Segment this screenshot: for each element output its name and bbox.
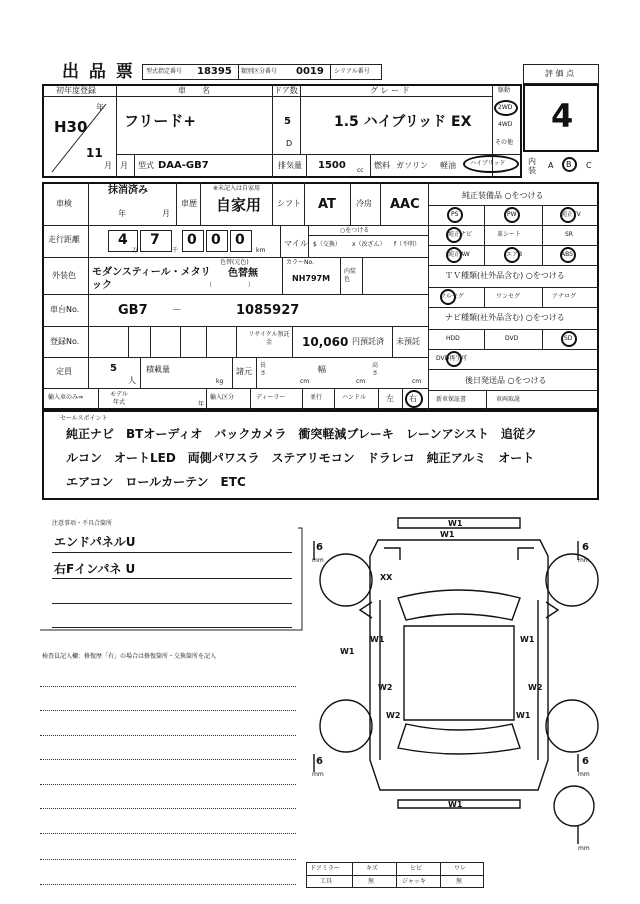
tread-rl-mm: mm [312,771,324,778]
model-label: 型式 [138,161,154,170]
displacement-unit: cc [357,167,364,174]
interior-label: 内装 [528,157,536,175]
length-label: 長さ [260,362,267,377]
history-note: ※未記入は自家用 [213,185,261,192]
import-type-label: 輸入区分 [210,394,235,401]
sales-line-2: ルコン オートLED 両側パワスラ ステアリモコン ドラレコ 純正アルミ オート [66,451,535,465]
capacity-unit: 人 [128,376,136,385]
sales-line-3: エアコン ロールカーテン ETC [66,475,246,489]
model-year-unit: 年 [198,401,205,408]
fuel-diesel: 軽油 [440,161,456,170]
recycle-value: 10,060 [302,335,349,349]
inspection-label: 車検 [56,199,72,208]
drive-label: 駆動 [498,87,511,94]
navi-sd: SD [564,335,573,342]
sales-line-1: 純正ナビ BTオーディオ バックカメラ 衝突軽減ブレーキ レーンアシスト 追従ク [66,427,537,441]
doors-label: ドア数 [274,86,298,95]
mileage-digit-3: 0 [187,232,197,248]
mark-right-front-door: W1 [520,635,535,644]
model-cert-label: 型式指定番号 [146,68,183,75]
eq-leather: 革シート [497,231,522,238]
year-unit: 年 [96,103,104,112]
month-unit-2: 月 [120,161,128,170]
width-cm: cm [356,378,366,385]
drive-4wd: 4WD [498,121,513,128]
shift-label: シフト [277,199,301,208]
eq-aw: 純正AW [448,251,470,258]
dims-label: 諸元 [236,367,252,376]
tv-fullseg: フルセグ [440,293,464,300]
tread-fr-mm: mm [578,557,590,564]
acc-header-1: ドアミラー [310,865,340,872]
reg-label: 登録No. [50,337,80,346]
mark-hood: W1 [440,530,455,539]
color-value: モダンスティール・メタリック [92,267,211,291]
mark-left-sill: W1 [340,647,355,656]
color-no-value: NH797M [292,274,331,283]
navi-hdd: HDD [446,335,460,342]
color-label: 外装色 [52,271,76,280]
height-label: 高さ [372,362,379,377]
mark-modified: x（改ざん） [352,241,386,248]
caution-line-1: エンドパネルU [54,535,136,549]
chassis-label: 車台No. [50,305,80,314]
tread-rr-mm: mm [578,771,590,778]
model-cert-no: 18395 [197,66,232,77]
tread-fl: 6 [316,542,323,553]
history-label: 車歴 [181,199,197,208]
recycle-label: リサイクル預託金 [248,331,290,346]
acc-header-4: ワレ [454,865,467,872]
fuel-gasoline: ガソリン [396,161,428,170]
doors-unit: D [286,139,293,148]
later-manual: 車両取説 [496,396,521,403]
interior-a: A [548,161,554,170]
mileage-man: 万 [132,247,139,254]
repaint-label: 色替(元色) [220,259,249,266]
acc-value-1: 工具 [320,878,333,885]
category-no: 0019 [296,66,324,77]
interior-c: C [586,161,592,170]
acc-header-3: ヒビ [410,865,423,872]
later-title: 後日発送品 ○をつける [465,376,547,385]
mile-label: マイル [284,239,308,248]
first-reg-era: H30 [54,118,88,136]
caution-label: 注意事項・不具合箇所 [52,520,113,527]
tread-rr: 6 [582,756,589,767]
eq-tv: 純正TV [561,211,581,218]
navi-title: ナビ種類(社外品含む) ○をつける [445,313,565,322]
drive-2wd: 2WD [498,104,513,111]
car-name-label: 車 名 [178,86,210,95]
repaint-value: 色替無 [228,268,258,279]
model-value: DAA-GB7 [158,160,209,171]
tv-oneseg: ワンセグ [496,293,521,300]
mileage-label: 走行距離 [48,235,80,244]
length-cm: cm [300,378,310,385]
eq-pw: PW [507,211,517,218]
tread-fl-mm: mm [312,557,324,564]
serial-label: シリアル番号 [334,68,370,75]
mileage-digit-5: 0 [235,232,245,248]
model-year-label: モデル年式 [110,391,128,406]
mark-left-front-door: W1 [370,635,385,644]
tv-analog: アナログ [552,293,577,300]
mark-front-bumper: W1 [448,519,463,528]
handle-left: 左 [386,394,394,403]
sales-points-label: セールスポイント [60,415,108,422]
doors-value: 5 [284,116,291,127]
mark-left-rear: W2 [386,711,401,720]
acc-value-4: 無 [456,878,463,885]
recycle-none: 未預託 [396,337,420,346]
inspection-year: 年 [118,209,126,218]
import-label: 輸入車のみ⇒ [48,394,84,401]
acc-header-2: キズ [366,865,378,872]
import-dealer: ディーラー [256,394,286,401]
displacement-value: 1500 [318,160,346,171]
tv-title: ＴＶ種類(社外品含む) ○をつける [445,271,565,280]
mark-right-rear: W1 [516,711,531,720]
fuel-label: 燃料 [374,161,390,170]
mark-unknown: f（不明） [394,241,421,248]
eq-airbag: エアB [506,251,523,258]
load-label: 積載量 [146,365,170,374]
shift-value: AT [318,197,336,212]
color-no-label: カラーNo. [286,259,314,266]
eq-abs: ABS [561,251,573,258]
mileage-digit-2: 7 [150,232,160,248]
handle-label: ハンドル [342,394,367,401]
navi-dvd: DVD [505,335,519,342]
mark-front-left: XX [380,573,393,582]
equipment-title: 純正装備品 ○をつける [462,191,544,200]
score-label: 評 価 点 [545,69,575,78]
first-reg-month: 11 [86,146,103,160]
page-title: 出 品 票 [62,62,135,82]
inspector-label: 検査員記入欄：修復歴「有」の場合は修復箇所・交換箇所を記入 [42,653,217,660]
fuel-hybrid: ハイブリッド [470,160,506,167]
drive-other: その他 [495,139,514,146]
capacity-value: 5 [110,363,117,374]
interior-b: B [566,160,572,169]
grade-value: 1.5 ハイブリッド EX [334,114,472,130]
interior-color-label: 内装色 [344,268,357,283]
acc-value-3: ジャッキ [402,878,426,885]
recycle-done: 円預託済 [352,337,384,346]
month-unit: 月 [104,161,112,170]
category-label: 類別区分番号 [241,68,278,75]
ac-value: AAC [390,197,420,212]
eq-ps: PS [451,211,459,218]
repaint-paren: （ ） [206,282,255,289]
acc-value-2: 無 [368,878,375,885]
chassis-no: 1085927 [236,303,300,318]
tread-fr: 6 [582,542,589,553]
mileage-digit-4: 0 [211,232,221,248]
caution-line-2: 右Fインパネ U [54,562,136,576]
mark-left-slide-door: W2 [378,683,393,692]
chassis-dash: － [172,305,182,316]
height-cm: cm [412,378,422,385]
eq-sr: SR [565,231,573,238]
tread-spare-mm: mm [578,845,590,852]
import-parallel: 並行 [310,394,323,401]
mileage-digit-1: 4 [118,232,128,248]
tread-rl: 6 [316,756,323,767]
history-value: 自家用 [216,196,262,214]
later-warranty: 新車保証書 [436,396,467,403]
first-reg-label: 初年度登録 [56,86,96,95]
dvd-play: DVD再生可 [436,355,468,362]
inspection-month: 月 [162,209,170,218]
car-name-value: フリード+ [124,112,196,130]
eq-navi: 純正ナビ [448,231,473,238]
mark-label: ○をつける [340,227,370,234]
mark-right-slide-door: W2 [528,683,543,692]
handle-right: 右 [409,394,417,403]
mileage-sen: 千 [172,247,179,254]
mileage-unit: km [256,247,266,254]
score-value: 4 [551,97,574,135]
capacity-label: 定員 [56,367,72,376]
inspection-value: 抹消済み [108,185,148,196]
load-unit: kg [216,378,224,385]
ac-label: 冷房 [356,199,372,208]
grade-label: グ レ ー ド [370,86,410,95]
chassis-prefix: GB7 [118,303,148,318]
displacement-label: 排気量 [278,161,302,170]
mark-exchange: $（交換） [313,241,341,248]
mark-rear-bumper: W1 [448,800,463,809]
width-label: 幅 [318,365,326,374]
